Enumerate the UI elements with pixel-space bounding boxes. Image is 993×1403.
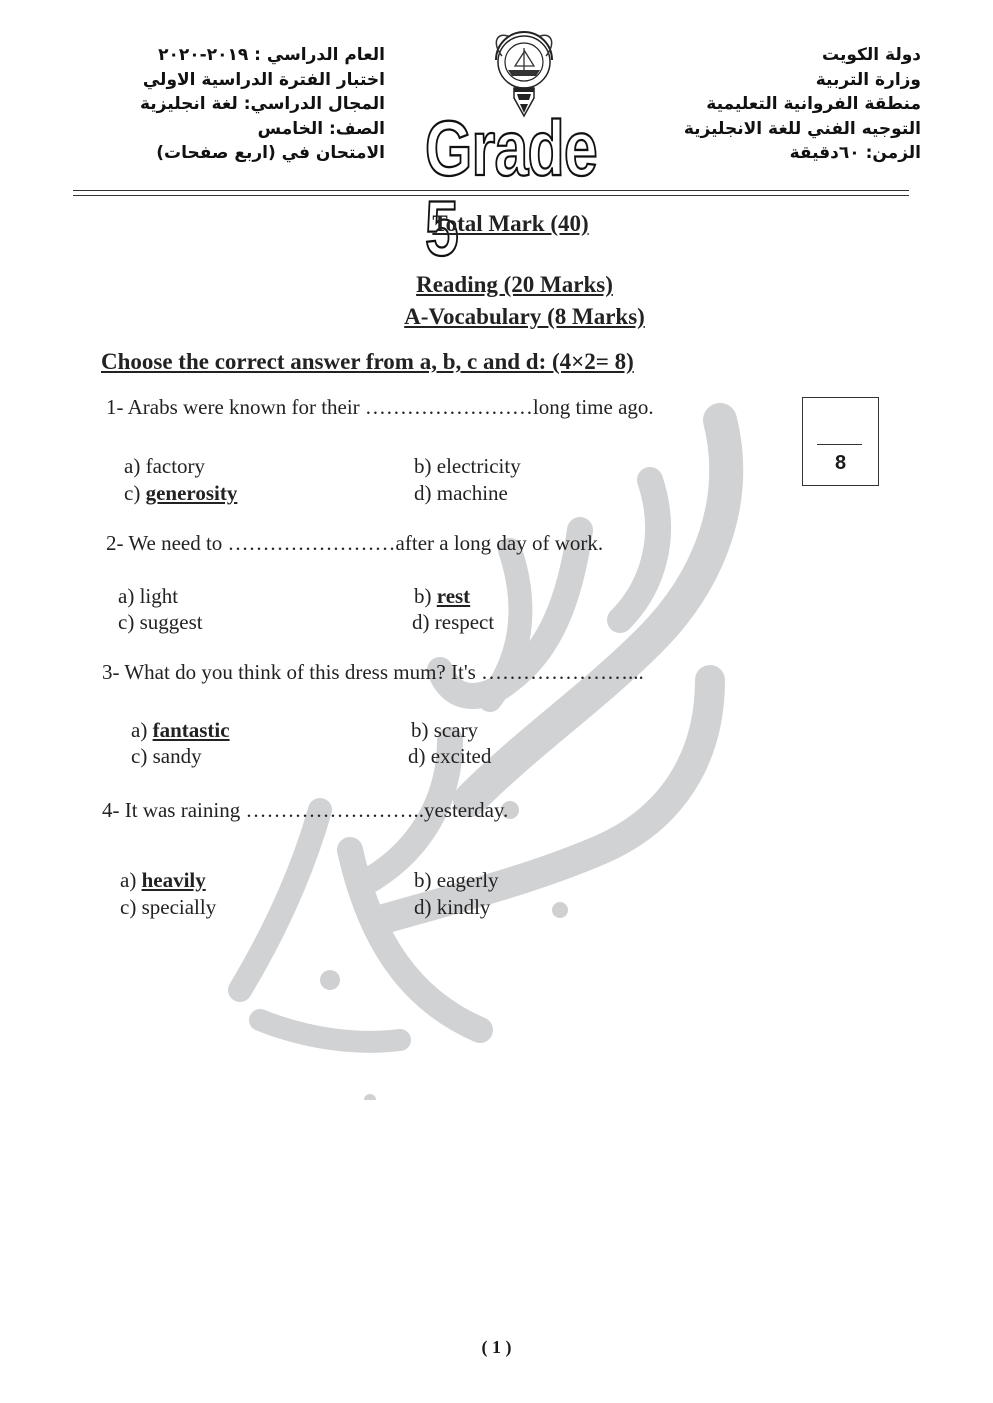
question-4: 4- It was raining ……………………..yesterday. xyxy=(102,798,509,822)
question-1: 1- Arabs were known for their ……………………long time ago. xyxy=(106,395,654,419)
mark-box-score: 8 xyxy=(834,452,847,474)
option-2a: a) light xyxy=(118,584,179,608)
header-line: اختبار الفترة الدراسية الاولي xyxy=(142,69,385,90)
correct-answer: generosity xyxy=(145,481,238,505)
header-line: المجال الدراسي: لغة انجليزية xyxy=(139,94,385,114)
option-3b: b) scary xyxy=(411,718,479,742)
grade-title: Grade 5 xyxy=(425,104,597,272)
question-3: 3- What do you think of this dress mum? It's …………………... xyxy=(102,660,644,684)
ministry-header xyxy=(661,43,921,166)
instruction-text: Choose the correct answer from a, b, c and d: (4×2= 8) xyxy=(101,349,634,374)
option-3a: a) fantastic xyxy=(131,718,230,742)
option-2d: d) respect xyxy=(412,610,495,634)
header-line: وزارة التربية xyxy=(815,69,921,90)
mark-box xyxy=(802,397,879,486)
correct-answer: fantastic xyxy=(152,718,230,742)
option-2b: b) rest xyxy=(414,584,471,608)
page-number: ( 1 ) xyxy=(481,1337,512,1357)
mark-box-line xyxy=(817,444,862,445)
option-1a: a) factory xyxy=(124,454,206,478)
option-3c: c) sandy xyxy=(131,744,202,768)
correct-answer: rest xyxy=(436,584,471,608)
option-4c: c) specially xyxy=(120,895,217,919)
reading-heading: Reading (20 Marks) xyxy=(416,272,613,297)
option-4a: a) heavily xyxy=(120,868,206,892)
header-line: العام الدراسي : ٢٠١٩-٢٠٢٠ xyxy=(158,45,385,65)
option-1c: c) generosity xyxy=(124,481,238,505)
option-1b: b) electricity xyxy=(414,454,521,478)
header-line: الزمن: ٦٠دقيقة xyxy=(789,143,921,163)
option-1d: d) machine xyxy=(414,481,508,505)
option-4b: b) eagerly xyxy=(414,868,499,892)
total-mark-heading: Total Mark (40) xyxy=(432,211,589,236)
question-2: 2- We need to ……………………after a long day of work. xyxy=(106,531,604,555)
header-line: دولة الكويت xyxy=(821,45,921,65)
header-line: منطقة الفروانية التعليمية xyxy=(706,94,921,114)
exam-info-header xyxy=(140,43,385,166)
header-line: التوجيه الفني للغة الانجليزية xyxy=(683,118,921,139)
option-4d: d) kindly xyxy=(414,895,491,919)
vocabulary-heading: A-Vocabulary (8 Marks) xyxy=(404,304,645,329)
header-divider xyxy=(73,190,909,196)
header-line: الصف: الخامس xyxy=(257,118,385,139)
option-3d: d) excited xyxy=(408,744,492,768)
header-line: الامتحان في (اربع صفحات) xyxy=(156,143,385,163)
correct-answer: heavily xyxy=(141,868,206,892)
option-2c: c) suggest xyxy=(118,610,203,634)
